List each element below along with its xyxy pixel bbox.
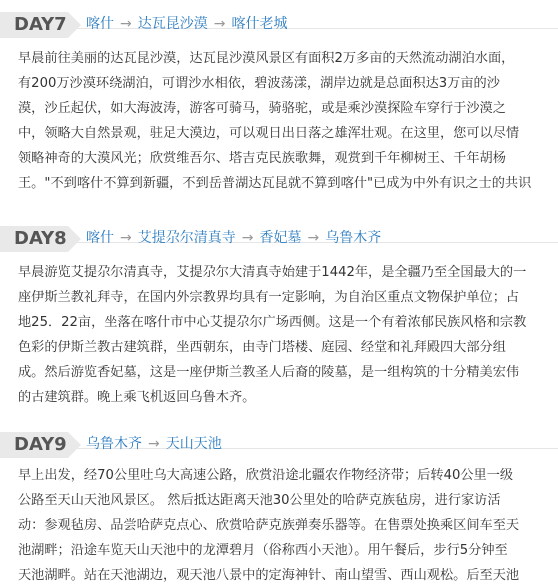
day8-tab: DAY8 xyxy=(0,226,68,252)
arrow-right-icon: → xyxy=(213,16,226,32)
description-line: 座伊斯兰教礼拜寺，在国内外宗教界均具有一定影响，为自治区重点文物保护单位；占 xyxy=(18,290,520,305)
description-line: 天池湖畔。站在天池湖边，观天池八景中的定海神针、南山望雪、西山观松。后至天池 xyxy=(18,568,520,583)
description-line: 早上出发，经70公里吐乌大高速公路，欣赏沿途北疆农作物经济带；后转40公里一级 xyxy=(18,468,514,483)
description-line: 动：参观毡房、品尝哈萨克点心、欣赏哈萨克族弹奏乐器等。在售票处换乘区间车至天 xyxy=(18,518,520,533)
route-link-kashgar-old-town[interactable]: 喀什老城 xyxy=(231,16,288,32)
route-link-tianshan-tianchi[interactable]: 天山天池 xyxy=(165,436,222,452)
day7-description xyxy=(18,46,558,196)
description-line: 领略神奇的大漠风光；欣赏维吾尔、塔吉克民族歌舞，观赏到千年柳树王、千年胡杨 xyxy=(18,151,506,166)
route-link-urumqi[interactable]: 乌鲁木齐 xyxy=(325,230,382,246)
arrow-right-icon: → xyxy=(120,16,132,32)
route-link-kashgar[interactable]: 喀什 xyxy=(86,230,114,246)
description-line: 色彩的伊斯兰教古建筑群，坐西朝东，由寺门塔楼、庭园、经堂和礼拜殿四大部分组 xyxy=(18,340,506,355)
description-line: 公路至天山天池风景区。 然后抵达距离天池30公里处的哈萨克族毡房，进行家访活 xyxy=(18,493,501,508)
day7-tab: DAY7 xyxy=(0,12,68,38)
description-line: 有200万沙漠环绕湖泊，可谓沙水相依，碧波荡漾，湖岸边就是总面积达3万亩的沙 xyxy=(18,76,500,91)
description-line: 王。"不到喀什不算到新疆，不到岳普湖达瓦昆就不算到喀什"已成为中外有识之士的共识 xyxy=(18,176,532,191)
arrow-right-icon: → xyxy=(120,230,132,246)
arrow-right-icon: → xyxy=(148,436,160,452)
route-link-urumqi[interactable]: 乌鲁木齐 xyxy=(86,436,142,452)
description-line: 早晨游览艾提尕尔清真寺，艾提尕尔大清真寺始建于1442年，是全疆乃至全国最大的一 xyxy=(18,265,527,280)
description-line: 地25．22亩，坐落在喀什市中心艾提尕尔广场西侧。这是一个有着浓郁民族风格和宗教 xyxy=(18,315,527,330)
day7-header xyxy=(0,6,558,40)
day8-description xyxy=(18,260,558,410)
description-line: 漠，沙丘起伏，如大海波涛，游客可骑马，骑骆驼，或是乘沙漠探险车穿行于沙漠之 xyxy=(18,101,506,116)
day8-route xyxy=(86,228,381,248)
day8-header xyxy=(0,220,558,254)
day9-description xyxy=(18,463,558,588)
description-line: 早晨前往美丽的达瓦昆沙漠，达瓦昆沙漠风景区有面积2万多亩的天然流动湖泊水面， xyxy=(18,51,515,66)
arrow-right-icon: → xyxy=(241,230,254,246)
description-line: 成。然后游览香妃墓，这是一座伊斯兰教圣人后裔的陵墓，是一组构筑的十分精美宏伟 xyxy=(18,365,520,380)
arrow-right-icon: → xyxy=(307,230,320,246)
day9-tab: DAY9 xyxy=(0,432,68,458)
description-line: 中，领略大自然景观，驻足大漠边，可以观日出日落之雄浑壮观。在这里，您可以尽情 xyxy=(18,126,520,141)
header-divider xyxy=(0,448,558,449)
day7-route xyxy=(86,14,287,34)
route-link-kashgar[interactable]: 喀什 xyxy=(86,16,114,32)
description-line: 的古建筑群。晚上乘飞机返回乌鲁木齐。 xyxy=(18,390,256,405)
description-line: 池湖畔；沿途车览天山天池中的龙潭碧月（俗称西小天池）。用午餐后，步行5分钟至 xyxy=(18,543,508,558)
route-link-xiangfei-tomb[interactable]: 香妃墓 xyxy=(259,230,302,246)
route-link-dawakun-desert[interactable]: 达瓦昆沙漠 xyxy=(137,16,208,32)
day9-header xyxy=(0,426,558,460)
route-link-id-kah-mosque[interactable]: 艾提尕尔清真寺 xyxy=(137,230,236,246)
day9-route xyxy=(86,434,222,454)
